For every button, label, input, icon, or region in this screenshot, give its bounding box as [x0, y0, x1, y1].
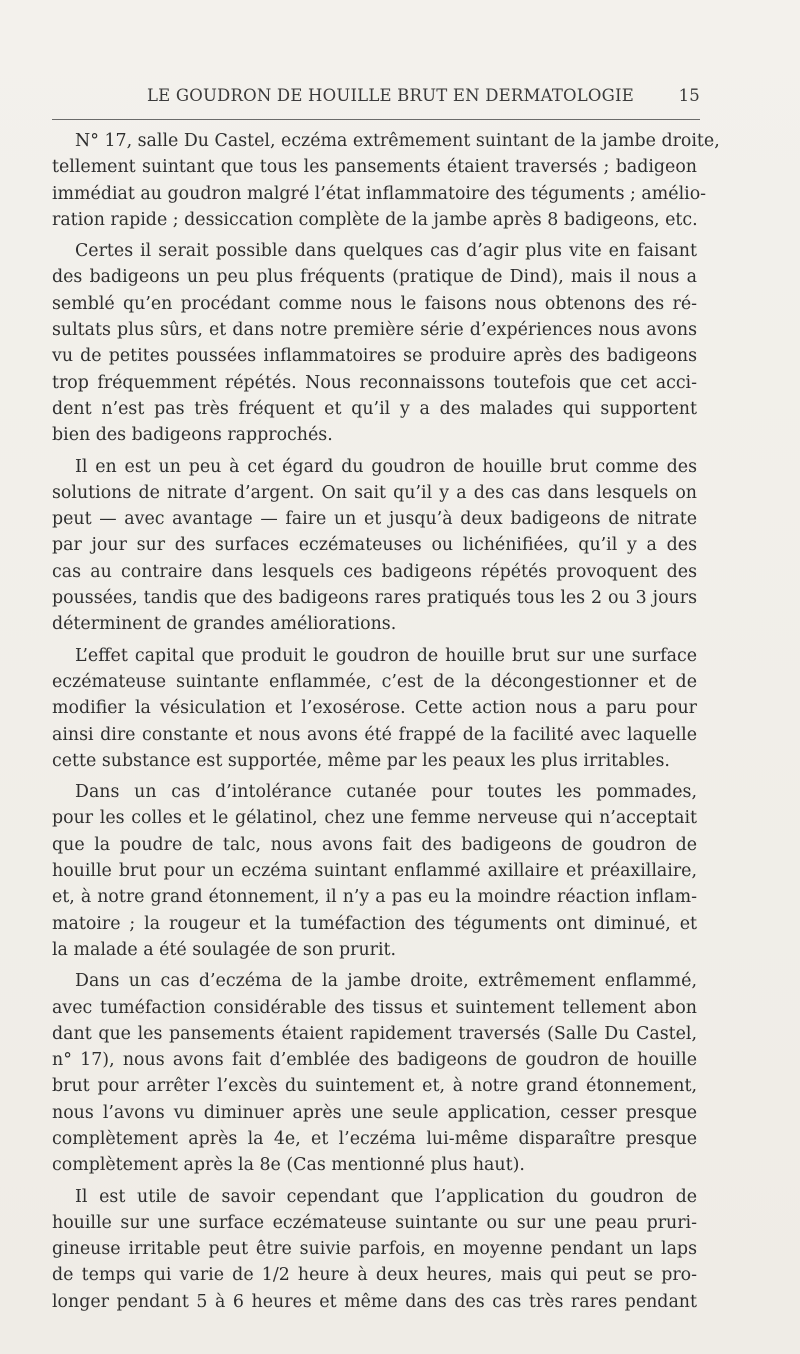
text-line: matoire ; la rougeur et la tuméfaction des téguments ont diminué, et — [52, 913, 697, 934]
paragraph — [52, 454, 697, 638]
text-line: de temps qui varie de 1/2 heure à deux heures, mais qui peut se pro- — [52, 1265, 697, 1286]
text-line: ration rapide ; dessiccation complète de la jambe après 8 badigeons, etc. — [52, 209, 698, 230]
running-header — [52, 86, 700, 110]
paragraph — [52, 643, 697, 774]
text-line: gineuse irritable peut être suivie parfois, en moyenne pendant un laps — [52, 1239, 697, 1260]
text-line: Dans un cas d’intolérance cutanée pour toutes les pommades, — [75, 782, 697, 803]
text-line: vu de petites poussées inflammatoires se produire après des badigeons — [52, 346, 697, 367]
text-line: avec tuméfaction considérable des tissus et suintement tellement abon — [52, 997, 697, 1018]
page-number: 15 — [678, 86, 700, 105]
text-line: Il est utile de savoir cependant que l’application du goudron de — [75, 1186, 697, 1207]
text-line: des badigeons un peu plus fréquents (pratique de Dind), mais il nous a — [52, 267, 697, 288]
text-line: cette substance est supportée, même par les peaux les plus irritables. — [52, 750, 670, 771]
text-line: dant que les pansements étaient rapidement traversés (Salle Du Castel, — [52, 1023, 697, 1044]
text-line: semblé qu’en procédant comme nous le faisons nous obtenons des ré- — [52, 293, 697, 314]
text-line: brut pour arrêter l’excès du suintement et, à notre grand étonnement, — [52, 1076, 697, 1097]
text-line: nous l’avons vu diminuer après une seule application, cesser presque — [52, 1102, 697, 1123]
text-line: pour les colles et le gélatinol, chez une femme nerveuse qui n’acceptait — [52, 808, 697, 829]
paragraph — [52, 968, 697, 1178]
text-line: longer pendant 5 à 6 heures et même dans des cas très rares pendant — [52, 1291, 697, 1312]
text-line: déterminent de grandes améliorations. — [52, 614, 397, 635]
text-line: complètement après la 8e (Cas mentionné plus haut). — [52, 1155, 525, 1176]
text-line: que la poudre de talc, nous avons fait des badigeons de goudron de — [52, 834, 697, 855]
text-line: complètement après la 4e, et l’eczéma lui-même disparaître presque — [52, 1128, 697, 1149]
header-rule — [52, 119, 700, 120]
text-line: Certes il serait possible dans quelques cas d’agir plus vite en faisant — [75, 241, 697, 262]
text-line: eczémateuse suintante enflammée, c’est de la décongestionner et de — [52, 671, 697, 692]
text-line: modifier la vésiculation et l’exosérose. Cette action nous a paru pour — [52, 698, 697, 719]
text-line: n° 17), nous avons fait d’emblée des badigeons de goudron de houille — [52, 1050, 697, 1071]
text-line: Il en est un peu à cet égard du goudron de houille brut comme des — [75, 456, 697, 477]
text-line: tellement suintant que tous les pansements étaient traversés ; badigeon — [52, 157, 697, 178]
text-line: poussées, tandis que des badigeons rares pratiqués tous les 2 ou 3 jours — [52, 588, 697, 609]
paragraph — [52, 128, 720, 233]
running-title: LE GOUDRON DE HOUILLE BRUT EN DERMATOLOGIE — [147, 86, 634, 105]
paragraph — [52, 779, 697, 963]
text-line: Dans un cas d’eczéma de la jambe droite, extrêmement enflammé, — [75, 971, 697, 992]
paragraph — [52, 1184, 697, 1315]
text-line: solutions de nitrate d’argent. On sait qu’il y a des cas dans lesquels on — [52, 482, 697, 503]
paragraph — [52, 238, 697, 448]
text-line: N° 17, salle Du Castel, eczéma extrêmement suintant de la jambe droite, — [75, 131, 720, 151]
text-line: peut — avec avantage — faire un et jusqu’à deux badigeons de nitrate — [52, 509, 697, 530]
text-line: ainsi dire constante et nous avons été frappé de la facilité avec laquelle — [52, 724, 697, 745]
text-line: immédiat au goudron malgré l’état inflammatoire des téguments ; amélio- — [52, 183, 707, 204]
text-line: sultats plus sûrs, et dans notre première série d’expériences nous avons — [52, 320, 697, 341]
text-line: dent n’est pas très fréquent et qu’il y a des malades qui supportent — [52, 398, 697, 419]
text-line: trop fréquemment répétés. Nous reconnaissons toutefois que cet acci- — [52, 372, 697, 393]
body-text — [52, 128, 720, 1320]
text-line: houille sur une surface eczémateuse suintante ou sur une peau pruri- — [52, 1212, 697, 1233]
text-line: par jour sur des surfaces eczémateuses ou lichénifiées, qu’il y a des — [52, 535, 697, 556]
text-line: houille brut pour un eczéma suintant enflammé axillaire et préaxillaire, — [52, 861, 697, 882]
text-line: L’effet capital que produit le goudron de houille brut sur une surface — [75, 645, 697, 666]
text-line: la malade a été soulagée de son prurit. — [52, 939, 397, 960]
text-line: cas au contraire dans lesquels ces badigeons répétés provoquent des — [52, 561, 697, 582]
text-line: bien des badigeons rapprochés. — [52, 425, 333, 446]
text-line: et, à notre grand étonnement, il n’y a pas eu la moindre réaction inflam- — [52, 887, 697, 908]
